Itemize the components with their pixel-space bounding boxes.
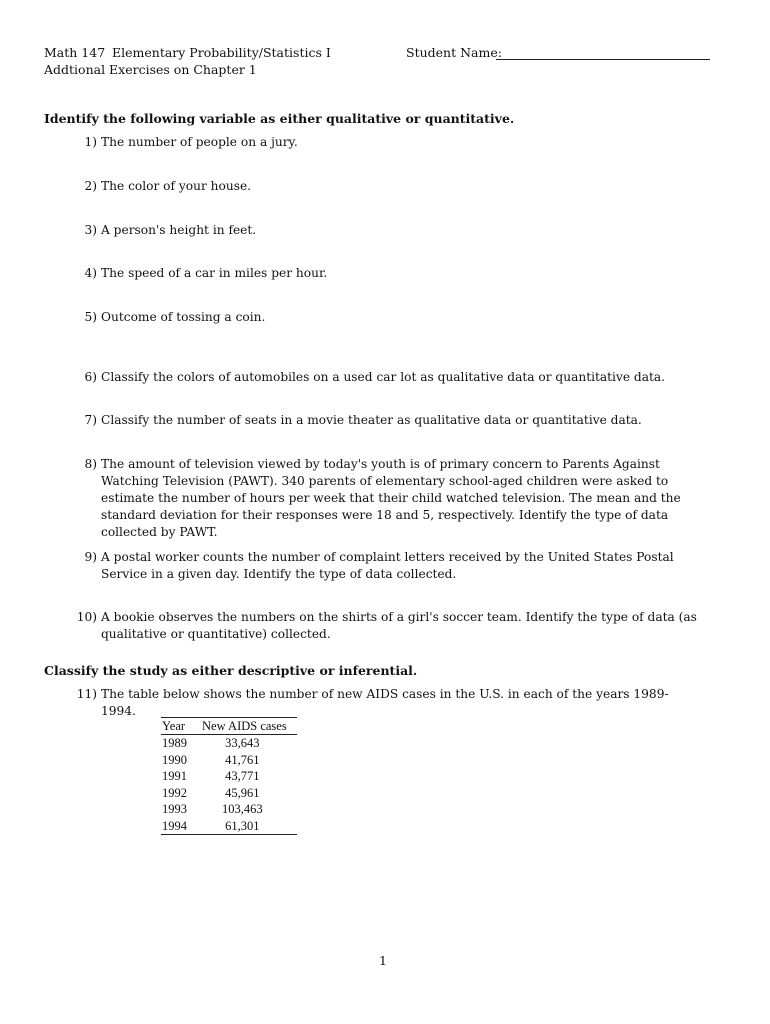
cell-cases: 33,643: [225, 736, 260, 750]
question-text: The color of your house.: [101, 179, 252, 193]
question-text: A bookie observes the numbers on the shirts of a girl's soccer team. Identify the type of data (as qualitative or quantitative) collected.: [101, 610, 697, 641]
cell-year: 1989: [162, 736, 187, 750]
table-row: [161, 818, 297, 835]
question-number: 6): [84, 370, 97, 384]
student-name-line[interactable]: [496, 59, 710, 60]
cell-year: 1992: [162, 785, 187, 800]
table-row: [161, 801, 297, 818]
course-number: Math 147: [44, 45, 106, 60]
cell-cases: 103,463: [222, 802, 263, 816]
table-row: [161, 752, 297, 769]
question-text: Outcome of tossing a coin.: [101, 310, 266, 324]
question-number: 7): [84, 413, 97, 427]
cell-cases: 43,771: [225, 769, 260, 783]
question-number: 4): [84, 266, 97, 280]
column-header-cases: New AIDS cases: [192, 718, 297, 735]
question-number: 9): [84, 550, 97, 564]
student-name-label: Student Name:: [406, 45, 502, 60]
course-title: Elementary Probability/Statistics I: [112, 45, 331, 60]
table-row: [161, 785, 297, 802]
question-text: A postal worker counts the number of complaint letters received by the United States Postal Service in a given day. Identify the type of data collected.: [101, 550, 674, 581]
question-text: The table below shows the number of new AIDS cases in the U.S. in each of the years 1989-1994.: [101, 687, 669, 718]
question-number: 1): [84, 135, 97, 149]
cell-year: 1993: [162, 802, 187, 816]
cell-year: 1994: [161, 818, 192, 835]
table-row: [161, 735, 297, 752]
question-number: 10): [76, 610, 97, 624]
section1-instruction: Identify the following variable as either qualitative or quantitative.: [44, 111, 515, 126]
question-number: 2): [84, 179, 97, 193]
question-number: 11): [76, 687, 97, 701]
question-text: The amount of television viewed by today's youth is of primary concern to Parents Against Watching Television (PAWT). 340 parents of elementary school-aged children were asked to estimate the number of hours per week that their child watched television. The mean and the standard deviation for their responses were 18 and 5, respectively. Identify the type of data collected by PAWT.: [101, 457, 681, 539]
cell-cases: 41,761: [225, 752, 260, 767]
aids-cases-table: [161, 717, 297, 835]
question-text: A person's height in feet.: [101, 223, 257, 237]
cell-cases: 45,961: [225, 785, 260, 800]
question-text: The speed of a car in miles per hour.: [101, 266, 328, 280]
question-text: The number of people on a jury.: [101, 135, 298, 149]
question-number: 8): [84, 457, 97, 471]
column-header-year: Year: [161, 718, 192, 735]
question-text: Classify the colors of automobiles on a used car lot as qualitative data or quantitative data.: [101, 370, 666, 384]
question-number: 5): [84, 310, 97, 324]
table-row: [161, 768, 297, 785]
question-number: 3): [84, 223, 97, 237]
cell-year: 1991: [162, 769, 187, 783]
worksheet-subtitle: Addtional Exercises on Chapter 1: [44, 62, 257, 77]
cell-year: 1990: [162, 752, 187, 767]
table-header-row: [161, 718, 297, 735]
question-text: Classify the number of seats in a movie theater as qualitative data or quantitative data.: [101, 413, 642, 427]
section2-instruction: Classify the study as either descriptive or inferential.: [44, 663, 418, 678]
cell-cases: 61,301: [192, 818, 297, 835]
page-number: 1: [379, 953, 387, 968]
